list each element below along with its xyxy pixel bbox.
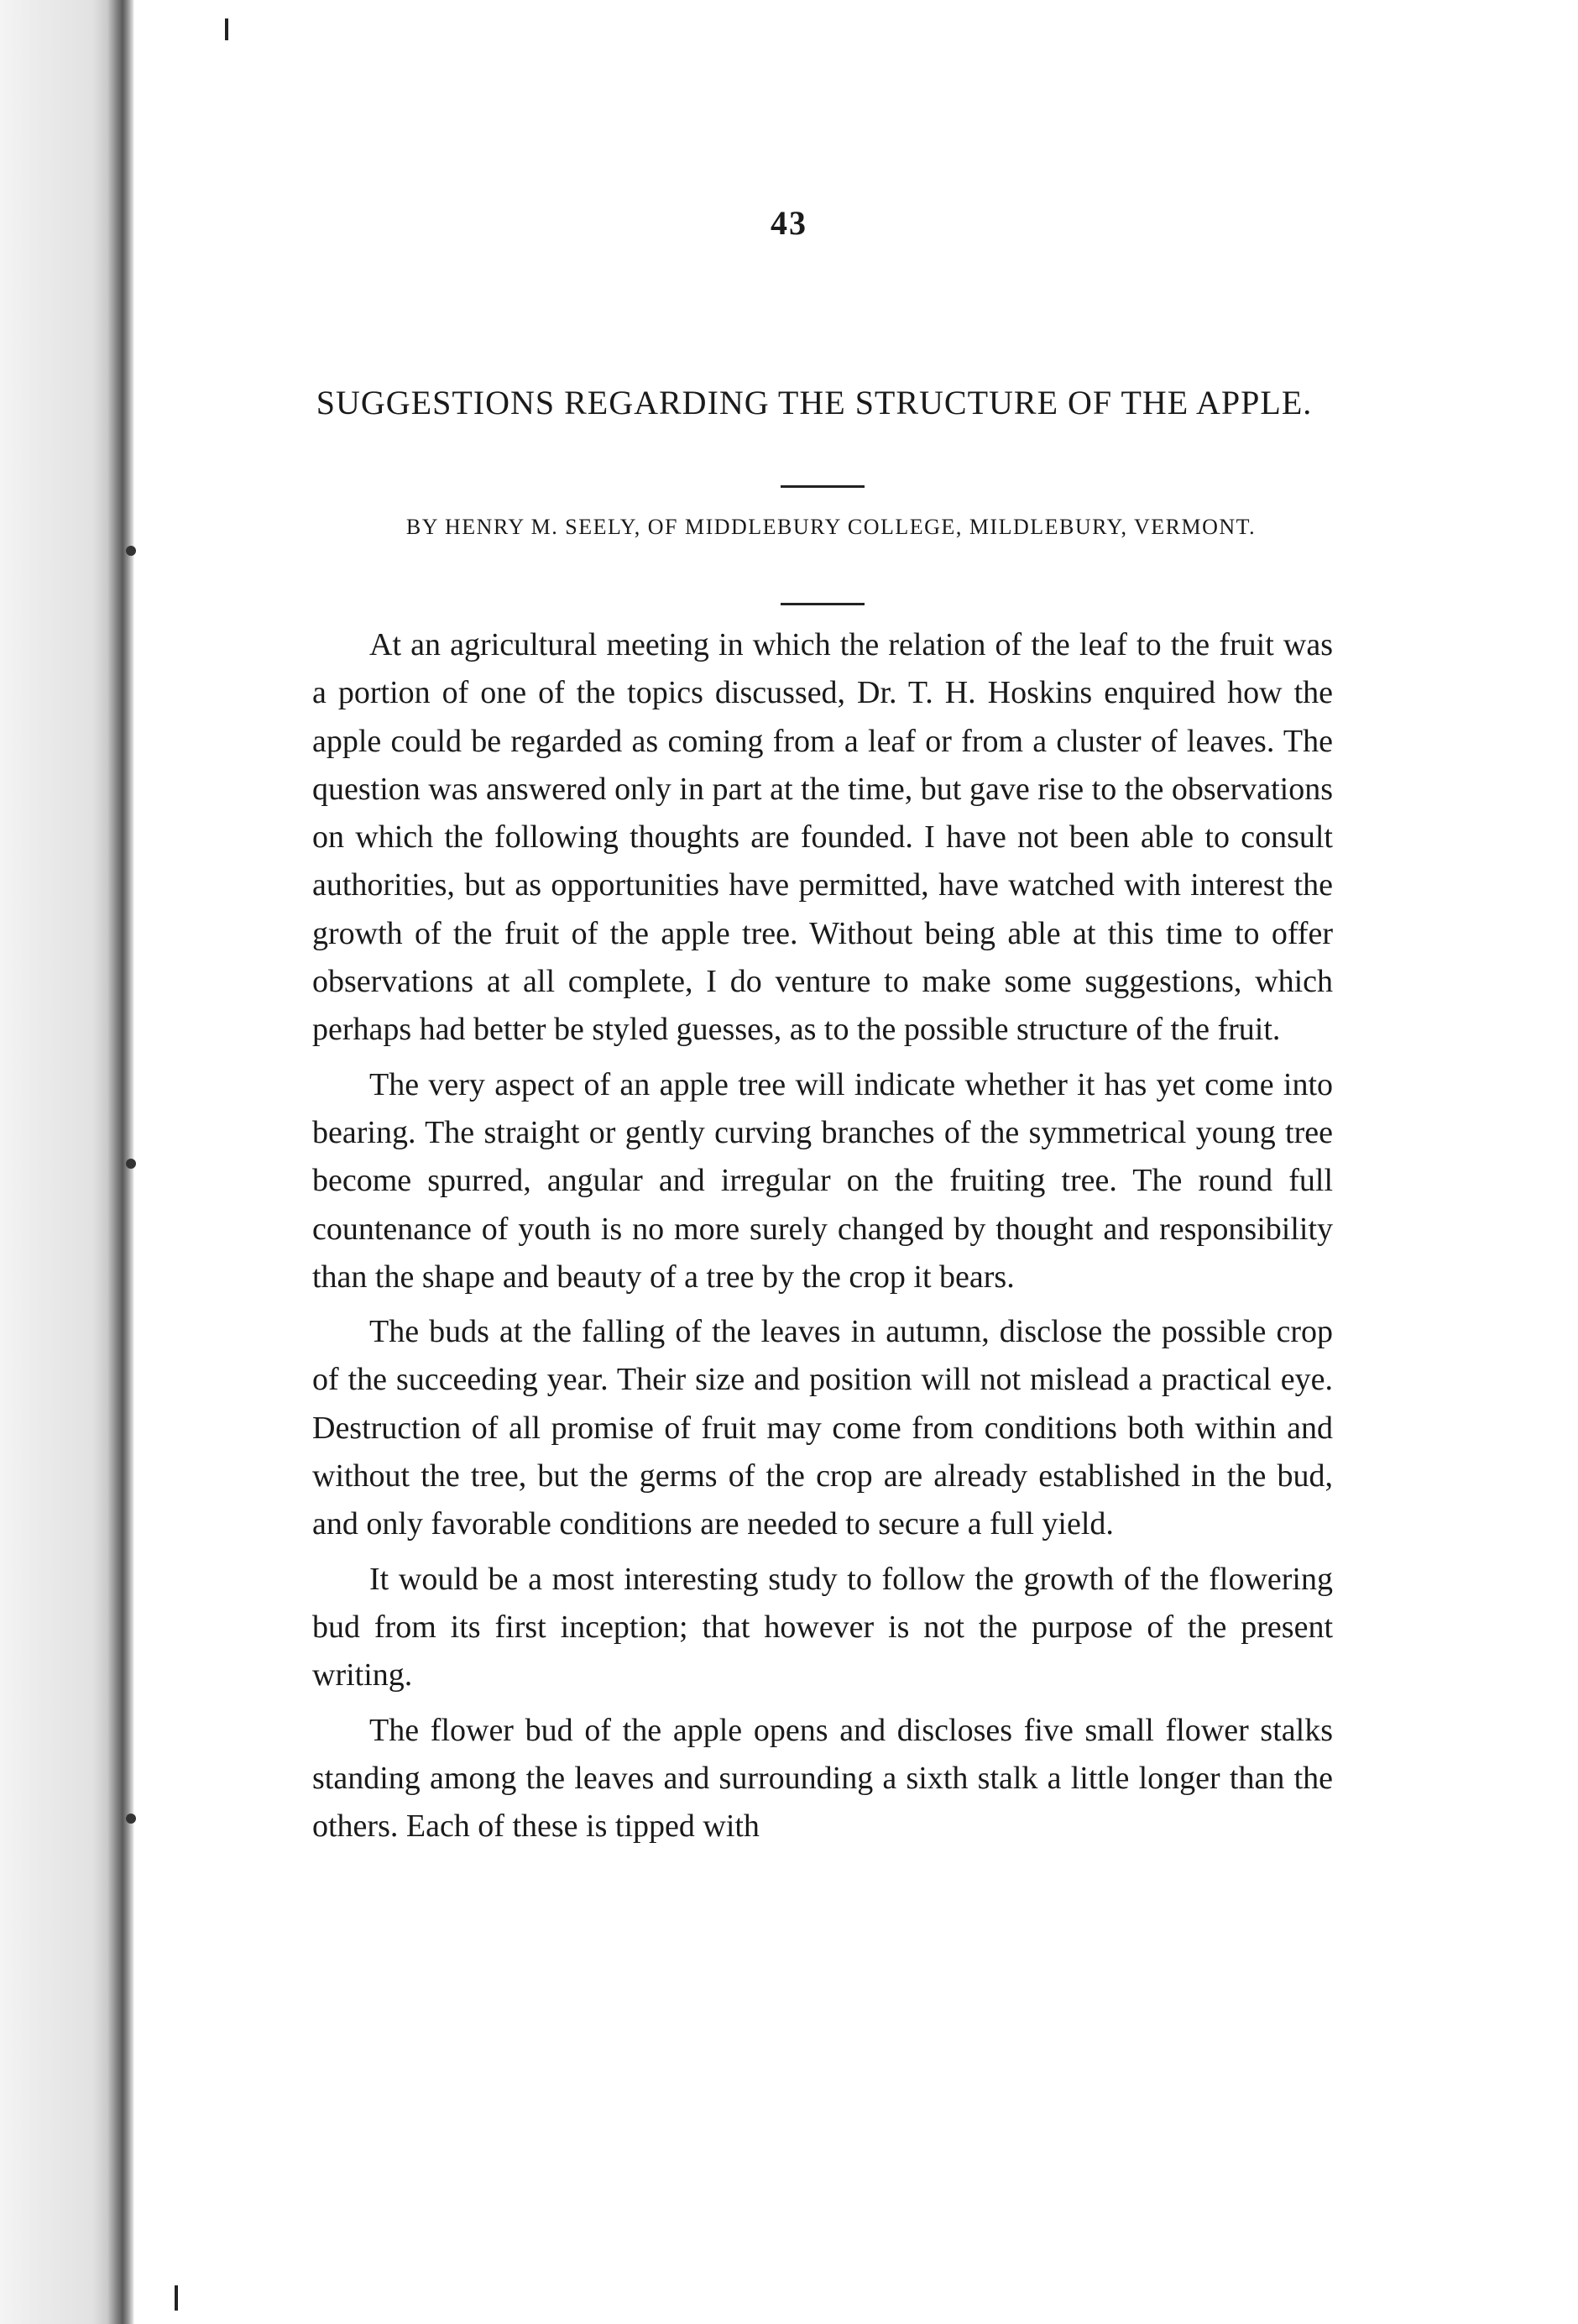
page-number: 43 (771, 204, 807, 242)
paragraph: It would be a most interesting study to follow the growth of the flowering bud from its first inception; that however is not the purpose of the present writing. (312, 1561, 1333, 1693)
scan-mark (225, 18, 228, 40)
article-title: SUGGESTIONS REGARDING THE STRUCTURE OF THE APPLE. (316, 384, 1313, 421)
paragraph: At an agricultural meeting in which the relation of the leaf to the fruit was a portion of one of the topics discussed, Dr. T. H. Hoskins enquired how the apple could be regarded as coming from a leaf or from a cluster of leaves. The question was answered only in part at the time, but gave rise to the observations on which the following thoughts are founded. I have not been able to consult authorities, but as opportunities have permitted, have watched with interest the growth of the fruit of the apple tree. Without being able at this time to offer observations at all complete, I do venture to make some suggestions, which perhaps had better be styled guesses, as to the possible structure of the fruit. (312, 627, 1333, 1048)
paragraph: The buds at the falling of the leaves in autumn, disclose the possible crop of the succeeding year. Their size and position will not mislead a practical eye. Destruction of all promise of fruit may come from conditions both within and without the tree, but the germs of the crop are already established in the bud, and only favorable conditions are needed to secure a full yield. (312, 1314, 1333, 1542)
article-body (312, 621, 1333, 1857)
paragraph: The flower bud of the apple opens and discloses five small flower stalks standing among the leaves and surrounding a sixth stalk a little longer than the others. Each of these is tipped with (312, 1712, 1333, 1845)
title-rule (781, 485, 865, 488)
scan-blot (126, 1814, 136, 1824)
scan-blot (126, 1159, 136, 1169)
paragraph: The very aspect of an apple tree will indicate whether it has yet come into bearing. The straight or gently curving branches of the symmetrical young tree become spurred, angular and irregular on the fruiting tree. The round full countenance of youth is no more surely changed by thought and responsibility than the shape and beauty of a tree by the crop it bears. (312, 1066, 1333, 1295)
scan-blot (126, 546, 136, 556)
byline-rule (781, 603, 865, 605)
scan-mark (175, 2285, 178, 2311)
scan-binding-edge (0, 0, 134, 2324)
article-byline: BY HENRY M. SEELY, OF MIDDLEBURY COLLEGE, MILDLEBURY, VERMONT. (405, 515, 1257, 539)
